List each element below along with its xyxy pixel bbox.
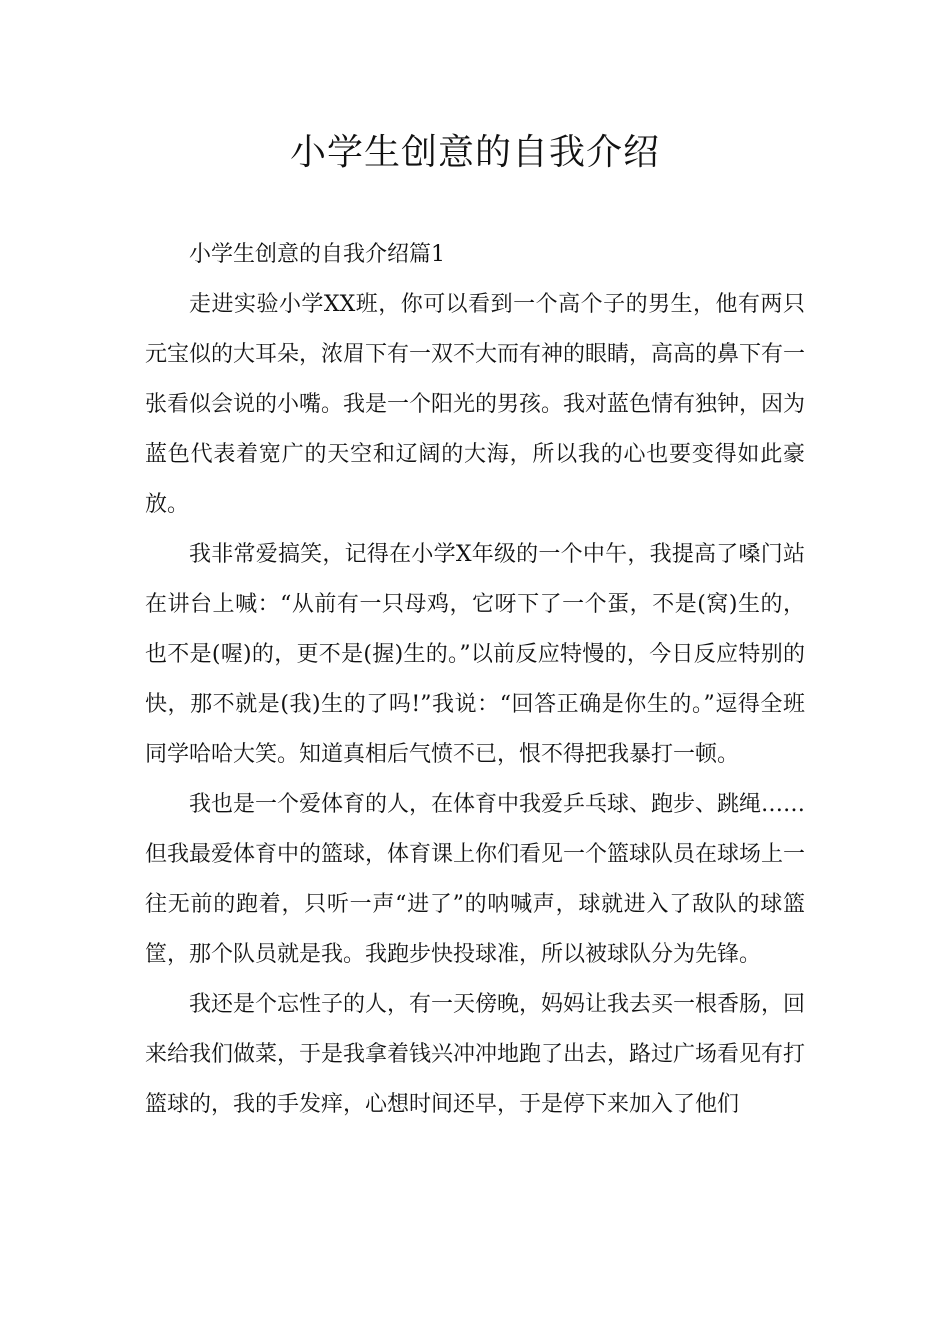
document-body [145, 230, 805, 1130]
paragraph: 我非常爱搞笑，记得在小学X年级的一个中午，我提高了嗓门站在讲台上喊：“从前有一只母鸡，它呀下了一个蛋，不是(窝)生的，也不是(喔)的，更不是(握)生的。”以前反应特慢的，今日反应特别的快，那不就是(我)生的了吗!”我说：“回答正确是你生的。”逗得全班同学哈哈大笑。知道真相后气愤不已，恨不得把我暴打一顿。 [145, 542, 805, 767]
paragraph: 走进实验小学XX班，你可以看到一个高个子的男生，他有两只元宝似的大耳朵，浓眉下有一双不大而有神的眼睛，高高的鼻下有一张看似会说的小嘴。我是一个阳光的男孩。我对蓝色情有独钟，因为蓝色代表着宽广的天空和辽阔的大海，所以我的心也要变得如此豪放。 [145, 292, 806, 517]
section-heading: 小学生创意的自我介绍篇1 [189, 242, 445, 267]
paragraph: 我也是一个爱体育的人，在体育中我爱乒乓球、跑步、跳绳……但我最爱体育中的篮球，体育课上你们看见一个篮球队员在球场上一往无前的跑着，只听一声“进了”的呐喊声，球就进入了敌队的球篮筐，那个队员就是我。我跑步快投球准，所以被球队分为先锋。 [145, 792, 806, 967]
document-title: 小学生创意的自我介绍 [289, 132, 660, 173]
paragraph: 我还是个忘性子的人，有一天傍晚，妈妈让我去买一根香肠，回来给我们做菜，于是我拿着钱兴冲冲地跑了出去，路过广场看见有打篮球的，我的手发痒，心想时间还早，于是停下来加入了他们 [145, 992, 806, 1117]
